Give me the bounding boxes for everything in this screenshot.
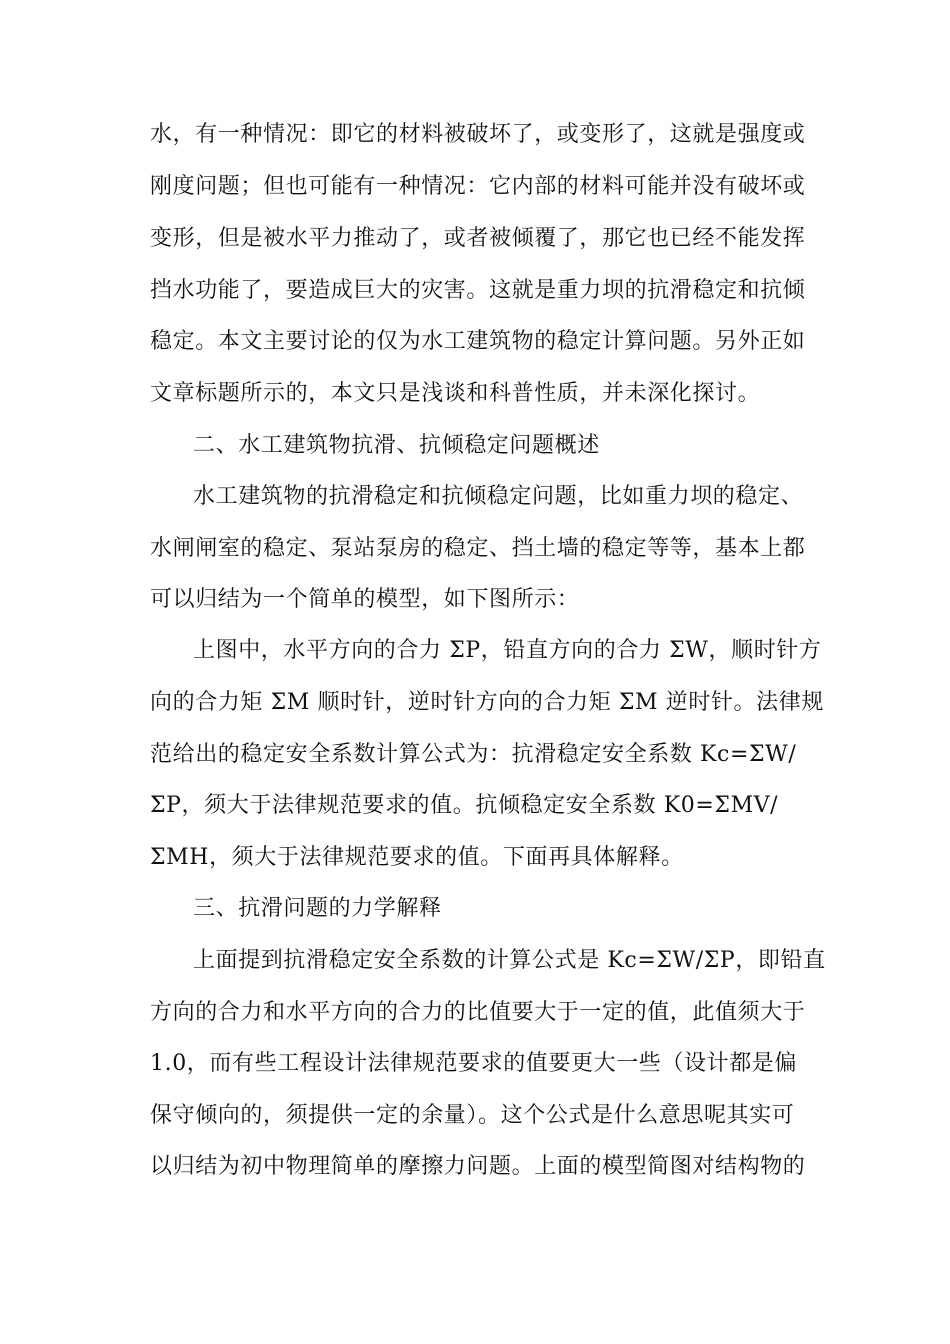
body-text-line: 变形，但是被水平力推动了，或者被倾覆了，那它也已经不能发挥 [150,226,806,251]
body-text-line: 挡水功能了，要造成巨大的灾害。这就是重力坝的抗滑稳定和抗倾 [150,278,806,303]
body-text-line: ΣMH，须大于法律规范要求的值。下面再具体解释。 [150,845,684,870]
section-heading: 二、水工建筑物抗滑、抗倾稳定问题概述 [193,433,600,458]
body-text-line: ΣP，须大于法律规范要求的值。抗倾稳定安全系数 K0=ΣMV/ [150,793,779,818]
body-text-line: 1.0，而有些工程设计法律规范要求的值要更大一些（设计都是偏 [150,1051,797,1076]
body-text-line: 水闸闸室的稳定、泵站泵房的稳定、挡土墙的稳定等等，基本上都 [150,536,806,561]
section-heading: 三、抗滑问题的力学解释 [193,896,442,921]
body-text-line: 方向的合力和水平方向的合力的比值要大于一定的值，此值须大于 [150,1000,806,1025]
body-text-line: 可以归结为一个简单的模型，如下图所示： [150,587,580,612]
body-text-line: 上面提到抗滑稳定安全系数的计算公式是 Kc=ΣW/ΣP，即铅直 [193,948,826,973]
body-text-line: 向的合力矩 ΣM 顺时针，逆时针方向的合力矩 ΣM 逆时针。法律规 [150,690,824,715]
body-text-line: 以归结为初中物理简单的摩擦力问题。上面的模型简图对结构物的 [150,1154,806,1179]
body-text-line: 文章标题所示的，本文只是浅谈和科普性质，并未深化探讨。 [150,381,761,406]
body-text-line: 水工建筑物的抗滑稳定和抗倾稳定问题，比如重力坝的稳定、 [193,484,804,509]
body-text-line: 刚度问题；但也可能有一种情况：它内部的材料可能并没有破坏或 [150,174,806,199]
body-text-line: 稳定。本文主要讨论的仅为水工建筑物的稳定计算问题。另外正如 [150,329,806,354]
body-text-line: 保守倾向的，须提供一定的余量）。这个公式是什么意思呢其实可 [150,1103,795,1128]
body-text-line: 上图中，水平方向的合力 ΣP，铅直方向的合力 ΣW，顺时针方 [193,638,822,663]
body-text-line: 水，有一种情况：即它的材料被破坏了，或变形了，这就是强度或 [150,122,806,147]
body-text-line: 范给出的稳定安全系数计算公式为：抗滑稳定安全系数 Kc=ΣW/ [150,742,797,767]
